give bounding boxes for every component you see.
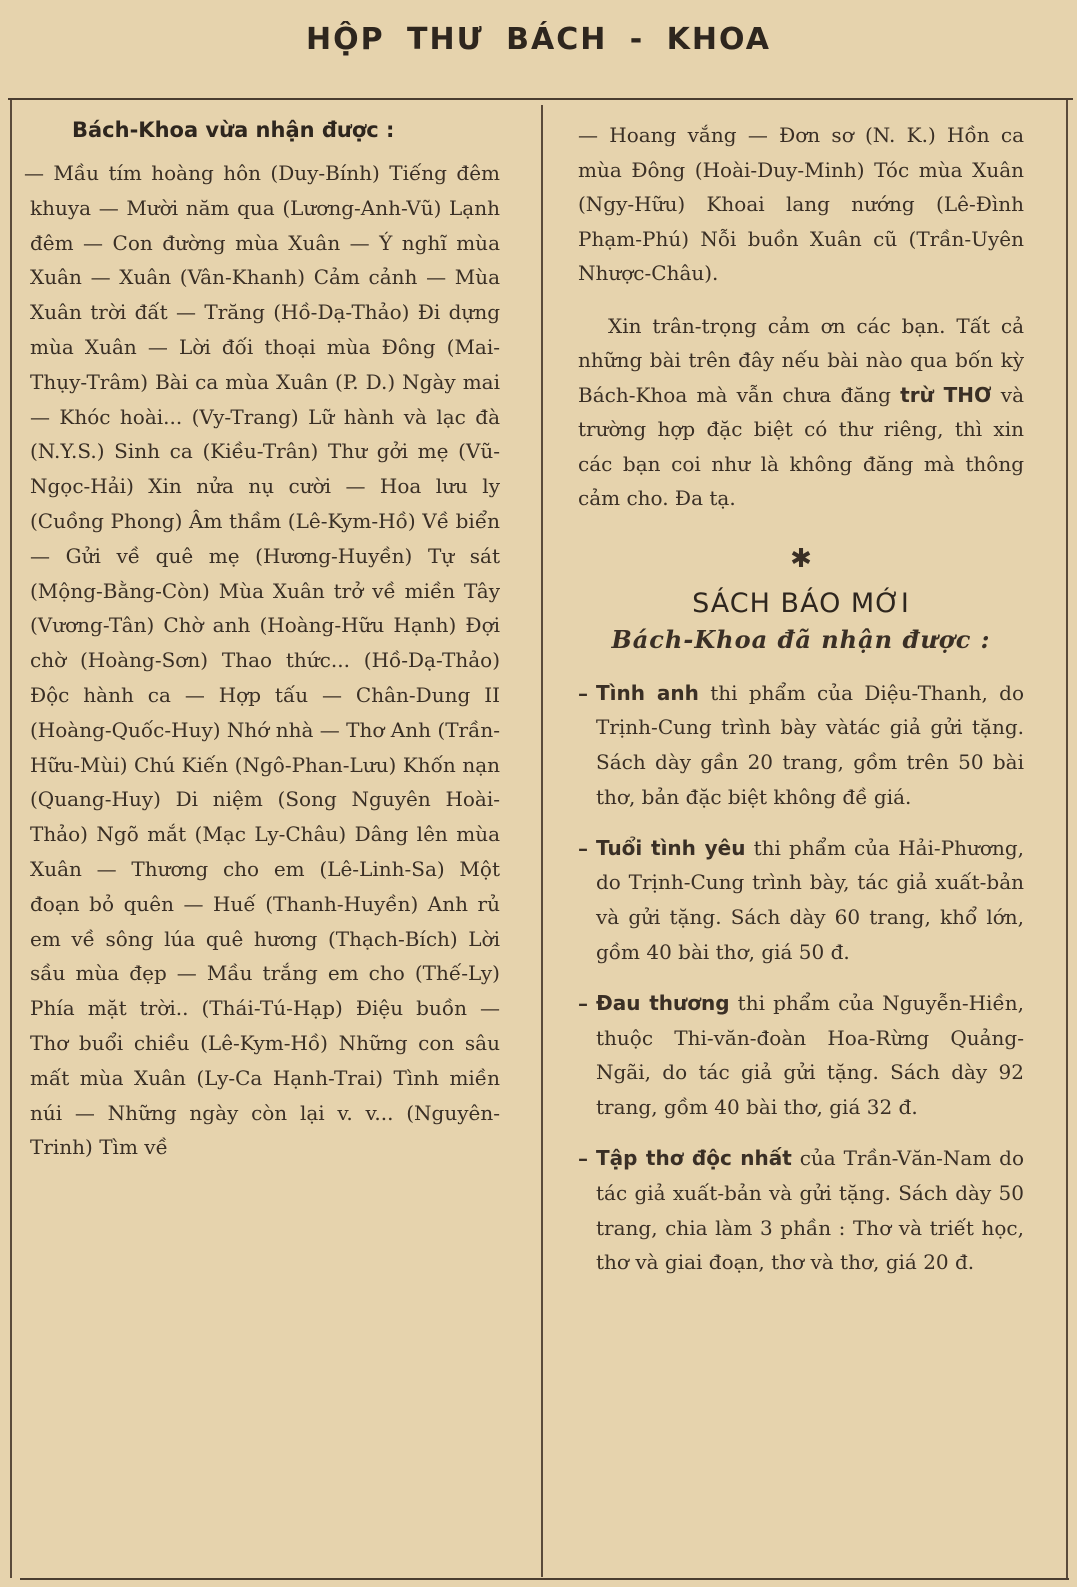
- entry-dash: –: [578, 835, 588, 860]
- right-border: [1066, 100, 1068, 1578]
- received-heading: Bách-Khoa vừa nhận được :: [72, 118, 395, 142]
- book-description: thi phẩm của Hải-Phương, do Trịnh-Cung trình bày, tác giả xuất-bản và gửi tặng. Sách dày 60 trang, khổ lớn, gồm 40 bài thơ, giá 50 đ.: [596, 835, 1024, 965]
- book-entry: [578, 676, 1024, 815]
- entry-dash: –: [578, 1146, 588, 1171]
- book-entry: [578, 831, 1024, 970]
- book-entry: [578, 1141, 1024, 1280]
- received-list-continued: — Hoang vắng — Đơn sơ (N. K.) Hồn ca mùa Đông (Hoài-Duy-Minh) Tóc mùa Xuân (Ngy-Hữu) Khoai lang nướng (Lê-Đình Phạm-Phú) Nỗi buồn Xuân cũ (Trần-Uyên Nhược-Châu).: [578, 123, 1024, 285]
- book-title: Đau thương: [596, 990, 730, 1015]
- left-column: [24, 118, 500, 1165]
- section-subtitle: Bách-Khoa đã nhận được :: [611, 624, 991, 654]
- top-rule: [8, 98, 1073, 100]
- thanks-paragraph: [578, 309, 1024, 516]
- section-title: SÁCH BÁO MỚI: [692, 587, 910, 619]
- book-description: thi phẩm của Nguyễn-Hiền, thuộc Thi-văn-đoàn Hoa-Rừng Quảng-Ngãi, do tác giả gửi tặng. Sách dày 92 trang, gồm 40 bài thơ, giá 32 đ.: [596, 990, 1024, 1120]
- book-title: Tuổi tình yêu: [596, 835, 746, 860]
- left-border: [10, 100, 12, 1578]
- right-column: [578, 118, 1024, 1296]
- thanks-text-1: Xin trân-trọng cảm ơn các bạn. Tất cả những bài trên đây nếu bài nào qua bốn kỳ Bách-Khoa mà vẫn chưa đăng: [578, 313, 1024, 407]
- book-title: Tập thơ độc nhất: [596, 1146, 792, 1171]
- column-divider: [541, 105, 543, 1577]
- entry-dash: –: [578, 680, 588, 705]
- thanks-text-2: và trường hợp đặc biệt có thư riêng, thì xin các bạn coi như là không đăng mà thông cảm cho. Đa tạ.: [578, 382, 1024, 510]
- thanks-emphasis: trừ THƠ: [900, 382, 992, 407]
- bottom-rule: [20, 1578, 1069, 1580]
- received-list: — Mầu tím hoàng hôn (Duy-Bính) Tiếng đêm khuya — Mười năm qua (Lương-Anh-Vũ) Lạnh đêm — Con đường mùa Xuân — Ý nghĩ mùa Xuân — Xuân (Vân-Khanh) Cảm cảnh — Mùa Xuân trời đất — Trăng (Hồ-Dạ-Thảo) Đi dựng mùa Xuân — Lời đối thoại mùa Đông (Mai-Thụy-Trâm) Bài ca mùa Xuân (P. D.) Ngày mai — Khóc hoài... (Vy-Trang) Lữ hành và lạc đà (N.Y.S.) Sinh ca (Kiều-Trân) Thư gởi mẹ (Vũ-Ngọc-Hải) Xin nửa nụ cười — Hoa lưu ly (Cuồng Phong) Âm thầm (Lê-Kym-Hồ) Về biển — Gửi về quê mẹ (Hương-Huyền) Tự sát (Mộng-Bằng-Còn) Mùa Xuân trở về miền Tây (Vương-Tân) Chờ anh (Hoàng-Hữu Hạnh) Đợi chờ (Hoàng-Sơn) Thao thức... (Hồ-Dạ-Thảo) Độc hành ca — Hợp tấu — Chân-Dung II (Hoàng-Quốc-Huy) Nhớ nhà — Thơ Anh (Trần-Hữu-Mùi) Chú Kiến (Ngô-Phan-Lưu) Khốn nạn (Quang-Huy) Di niệm (Song Nguyên Hoài-Thảo) Ngõ mắt (Mạc Ly-Châu) Dâng lên mùa Xuân — Thương cho em (Lê-Linh-Sa) Một đoạn bỏ quên — Huế (Thanh-Huyền) Anh rủ em về sông lúa quê hương (Thạch-Bích) Lời sầu mùa đẹp — Mầu trắng em cho (Thế-Ly) Phía mặt trời.. (Thái-Tú-Hạp) Điệu buồn — Thơ buổi chiều (Lê-Kym-Hồ) Những con sâu mất mùa Xuân (Ly-Ca Hạnh-Trai) Tình miền núi — Những ngày còn lại v. v... (Nguyên-Trinh) Tìm về: [24, 161, 500, 1160]
- star-ornament-icon: ✱: [790, 543, 812, 574]
- entry-dash: –: [578, 990, 588, 1015]
- book-description: của Trần-Văn-Nam do tác giả xuất-bản và gửi tặng. Sách dày 50 trang, chia làm 3 phần : Thơ và triết học, thơ và giai đoạn, thơ và thơ, giá 20 đ.: [596, 1146, 1025, 1275]
- book-entry: [578, 986, 1024, 1125]
- page-title: HỘP THƯ BÁCH - KHOA: [306, 22, 771, 57]
- book-description: thi phẩm của Diệu-Thanh, do Trịnh-Cung trình bày vàtác giả gửi tặng. Sách dày gần 20 trang, gồm trên 50 bài thơ, bản đặc biệt không đề giá.: [596, 680, 1024, 809]
- book-title: Tình anh: [596, 680, 699, 705]
